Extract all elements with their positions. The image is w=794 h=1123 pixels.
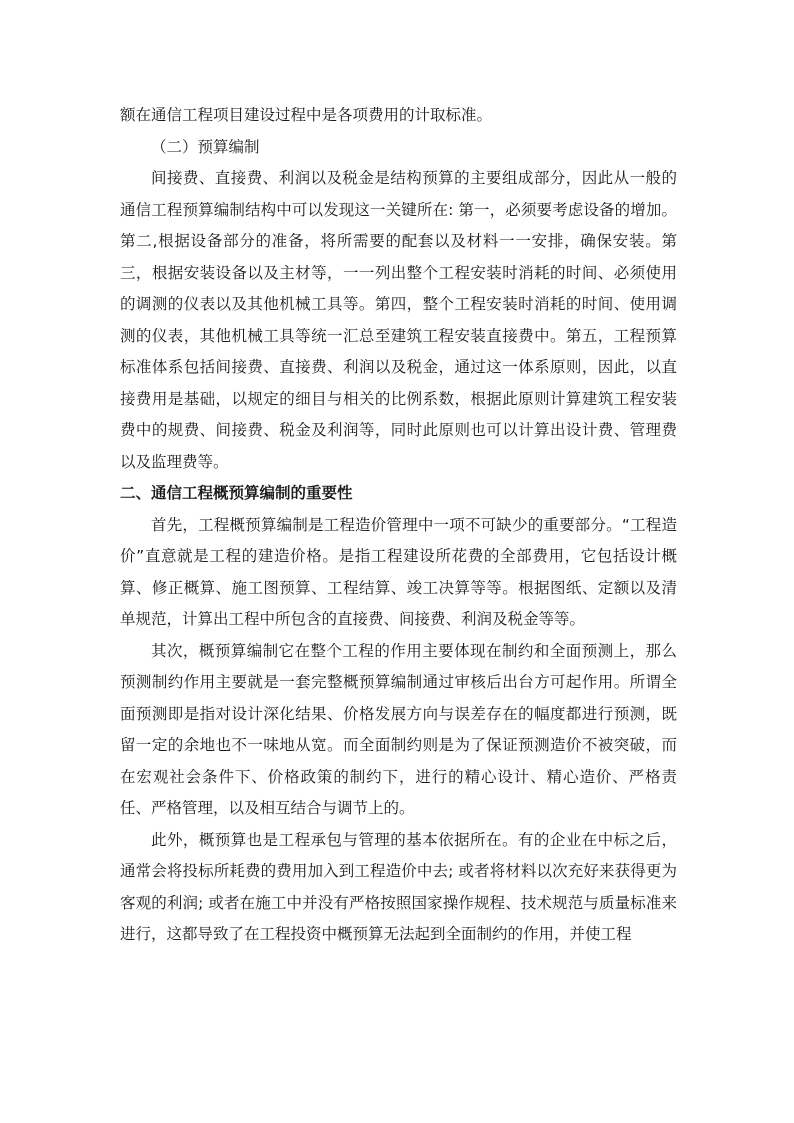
document-body bbox=[120, 100, 677, 951]
section-heading: 二、通信工程概预算编制的重要性 bbox=[120, 484, 353, 502]
section-subheading: （二）预算编制 bbox=[151, 137, 260, 156]
body-paragraph: 间接费、直接费、利润以及税金是结构预算的主要组成部分，因此从一般的通信工程预算编制结构中可以发现这一关键所在: 第一，必须要考虑设备的增加。第二,根据设备部分的准备，将所需要的配套以及材料一一安排，确保安装。第三，根据安装设备以及主材等，一一列出整个工程安装时消耗的时间、必须使用的调测的仪表以及其他机械工具等。第四，整个工程安装时消耗的时间、使用调测的仪表，其他机械工具等统一汇总至建筑工程安装直接费中。第五，工程预算标准体系包括间接费、直接费、利润以及税金，通过这一体系原则，因此，以直接费用是基础，以规定的细目与相关的比例系数，根据此原则计算建筑工程安装费中的规费、间接费、税金及利润等，同时此原则也可以计算出设计费、管理费以及监理费等。 bbox=[120, 169, 677, 471]
body-paragraph: 此外，概预算也是工程承包与管理的基本依据所在。有的企业在中标之后，通常会将投标所耗费的费用加入到工程造价中去; 或者将材料以次充好来获得更为客观的利润; 或者在施工中并没有严格按照国家操作规程、技术规范与质量标准来进行，这都导致了在工程投资中概预算无法起到全面制约的作用，并使工程 bbox=[120, 830, 677, 943]
body-paragraph: 首先，工程概预算编制是工程造价管理中一项不可缺少的重要部分。“工程造价”直意就是工程的建造价格。是指工程建设所花费的全部费用，它包括设计概算、修正概算、施工图预算、工程结算、竣工决算等等。根据图纸、定额以及清单规范，计算出工程中所包含的直接费、间接费、利润及税金等等。 bbox=[120, 515, 677, 628]
body-paragraph: 其次，概预算编制它在整个工程的作用主要体现在制约和全面预测上，那么预测制约作用主要就是一套完整概预算编制通过审核后出台方可起作用。所谓全面预测即是指对设计深化结果、价格发展方向与误差存在的幅度都进行预测，既留一定的余地也不一味地从宽。而全面制约则是为了保证预测造价不被突破，而在宏观社会条件下、价格政策的制约下，进行的精心设计、精心造价、严格责任、严格管理，以及相互结合与调节上的。 bbox=[120, 641, 677, 817]
continuation-paragraph: 额在通信工程项目建设过程中是各项费用的计取标准。 bbox=[120, 106, 493, 124]
